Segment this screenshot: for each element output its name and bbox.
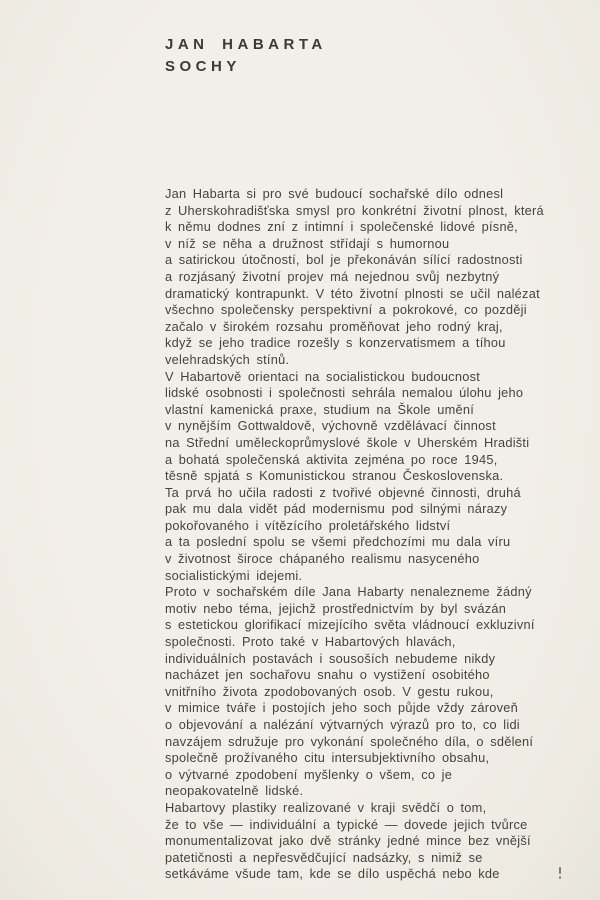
text-line: dramatický kontrapunkt. V této životní plnosti se učil nalézat: [165, 285, 540, 301]
page-title: [165, 34, 327, 78]
text-line: Habartovy plastiky realizované v kraji svědčí o tom,: [165, 799, 487, 815]
text-line: motiv nebo téma, jejichž prostřednictvím by byl svázán: [165, 600, 507, 616]
text-line: V Habartově orientaci na socialistickou budoucnost: [165, 368, 481, 384]
text-line: Ta prvá ho učila radosti z tvořivé objevné činnosti, druhá: [165, 484, 521, 500]
text-line: v životnost široce chápaného realismu nasyceného: [165, 551, 480, 567]
text-line: společnosti. Proto také v Habartových hlavách,: [165, 634, 456, 650]
text-line: lidské osobnosti i společnosti sehrála nemalou úlohu jeho: [165, 385, 524, 401]
text-line: s estetickou glorifikací mizejícího světa vládnoucí exkluzivní: [165, 617, 535, 633]
text-line: a bohatá společenská aktivita zejména po roce 1945,: [165, 451, 498, 467]
text-line: a rozjásaný životní projev má nejednou svůj nezbytný: [165, 268, 500, 284]
text-line: těsně spjatá s Komunistickou stranou Československa.: [165, 468, 504, 484]
text-line: nacházet jen sochařovu snahu o vystižení osobitého: [165, 667, 490, 683]
text-line: o výtvarné zpodobení myšlenky o všem, co je: [165, 766, 453, 782]
text-line: Jan Habarta si pro své budoucí sochařské dílo odnesl: [165, 186, 504, 201]
text-line: vlastní kamenická praxe, studium na Škole umění: [165, 401, 475, 417]
text-line: a ta poslední spolu se všemi předchozími mu dala víru: [165, 534, 511, 550]
text-line: a satirickou útočností, bol je překonáván sílící radostnosti: [165, 252, 523, 268]
text-line: socialistickými idejemi.: [165, 567, 303, 583]
text-line: na Střední uměleckoprůmyslové škole v Uherském Hradišti: [165, 434, 530, 450]
text-line: velehradských stínů.: [165, 351, 290, 367]
text-line: v nynějším Gottwaldově, výchovně vzdělávací činnost: [165, 418, 496, 434]
text-line: společně prožívaného citu intersubjektivního obsahu,: [165, 750, 490, 766]
text-line: z Uherskohradišťska smysl pro konkrétní životní plnost, která: [165, 202, 544, 218]
text-line: Proto v sochařském díle Jana Habarty nenalezneme žádný: [165, 584, 532, 600]
text-line: začalo v širokém rozsahu proměňovat jeho rodný kraj,: [165, 318, 503, 334]
title-author: JAN HABARTA: [165, 36, 327, 53]
text-line: patetičnosti a nepřesvědčující nadsázky, s nimiž se: [165, 849, 483, 865]
text-line: vnitřního života zpodobovaných osob. V gestu rukou,: [165, 683, 494, 699]
text-line: v níž se něha a družnost střídají s humornou: [165, 235, 450, 251]
text-line: neopakovatelně lidské.: [165, 783, 304, 799]
text-line: navzájem sdružuje pro vykonání společného díla, o sdělení: [165, 733, 534, 749]
text-line: pokořovaného i vítězícího proletářského lidství: [165, 517, 451, 533]
text-line: individuálních postavách i sousoších nebudeme nikdy: [165, 650, 496, 666]
text-line: monumentalizovat jako dvě stránky jedné mince bez vnější: [165, 833, 531, 849]
body-text: [165, 186, 570, 883]
text-line: že to vše — individuální a typické — dovede jejich tvůrce: [165, 816, 528, 832]
text-line: pak mu dala vidět pád modernismu pod silnými nárazy: [165, 501, 508, 517]
text-line: všechno společensky perspektivní a pokrokové, co později: [165, 302, 527, 318]
text-line: když se jeho tradice rozešly s konzervatismem a tíhou: [165, 335, 506, 351]
title-subject: SOCHY: [165, 58, 241, 75]
text-line: setkáváme všude tam, kde se dílo uspěchá nebo kde: [165, 866, 500, 882]
print-artifact-mark: [559, 867, 561, 879]
text-line: v mimice tváře i postojích jeho soch půjde vždy zároveň: [165, 700, 518, 716]
text-line: o objevování a nalézání výtvarných výrazů pro to, co lidi: [165, 717, 520, 732]
text-line: k němu dodnes zní z intimní i společenské lidové písně,: [165, 219, 518, 235]
